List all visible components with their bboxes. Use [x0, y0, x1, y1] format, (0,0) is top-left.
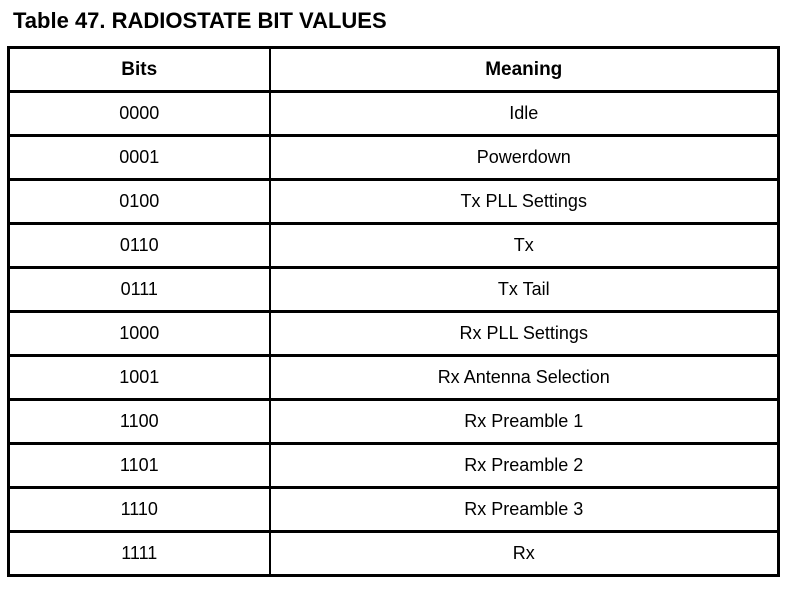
bits-cell: 1101 — [9, 444, 270, 488]
table-header — [9, 48, 779, 92]
meaning-cell: Idle — [270, 92, 779, 136]
radiostate-bit-values-table — [7, 46, 780, 577]
table-row — [9, 224, 779, 268]
header-row — [9, 48, 779, 92]
meaning-cell: Tx Tail — [270, 268, 779, 312]
bits-cell: 1000 — [9, 312, 270, 356]
table-row — [9, 400, 779, 444]
bits-cell: 1111 — [9, 532, 270, 576]
table-row — [9, 488, 779, 532]
meaning-cell: Rx Antenna Selection — [270, 356, 779, 400]
table-row — [9, 312, 779, 356]
bits-cell: 0001 — [9, 136, 270, 180]
bits-cell: 1110 — [9, 488, 270, 532]
meaning-cell: Rx — [270, 532, 779, 576]
bits-cell: 0110 — [9, 224, 270, 268]
table-body — [9, 92, 779, 576]
table-row — [9, 268, 779, 312]
bits-cell: 0000 — [9, 92, 270, 136]
meaning-cell: Powerdown — [270, 136, 779, 180]
table-row — [9, 92, 779, 136]
meaning-cell: Rx Preamble 2 — [270, 444, 779, 488]
table-caption: Table 47. RADIOSTATE BIT VALUES — [13, 8, 387, 33]
bits-cell: 1100 — [9, 400, 270, 444]
meaning-cell: Rx PLL Settings — [270, 312, 779, 356]
meaning-cell: Tx — [270, 224, 779, 268]
column-header-bits: Bits — [9, 48, 270, 92]
bits-cell: 1001 — [9, 356, 270, 400]
meaning-cell: Tx PLL Settings — [270, 180, 779, 224]
table-row — [9, 180, 779, 224]
column-header-meaning: Meaning — [270, 48, 779, 92]
bits-cell: 0111 — [9, 268, 270, 312]
table-row — [9, 136, 779, 180]
table-row — [9, 444, 779, 488]
table-row — [9, 532, 779, 576]
meaning-cell: Rx Preamble 3 — [270, 488, 779, 532]
meaning-cell: Rx Preamble 1 — [270, 400, 779, 444]
table-row — [9, 356, 779, 400]
bits-cell: 0100 — [9, 180, 270, 224]
